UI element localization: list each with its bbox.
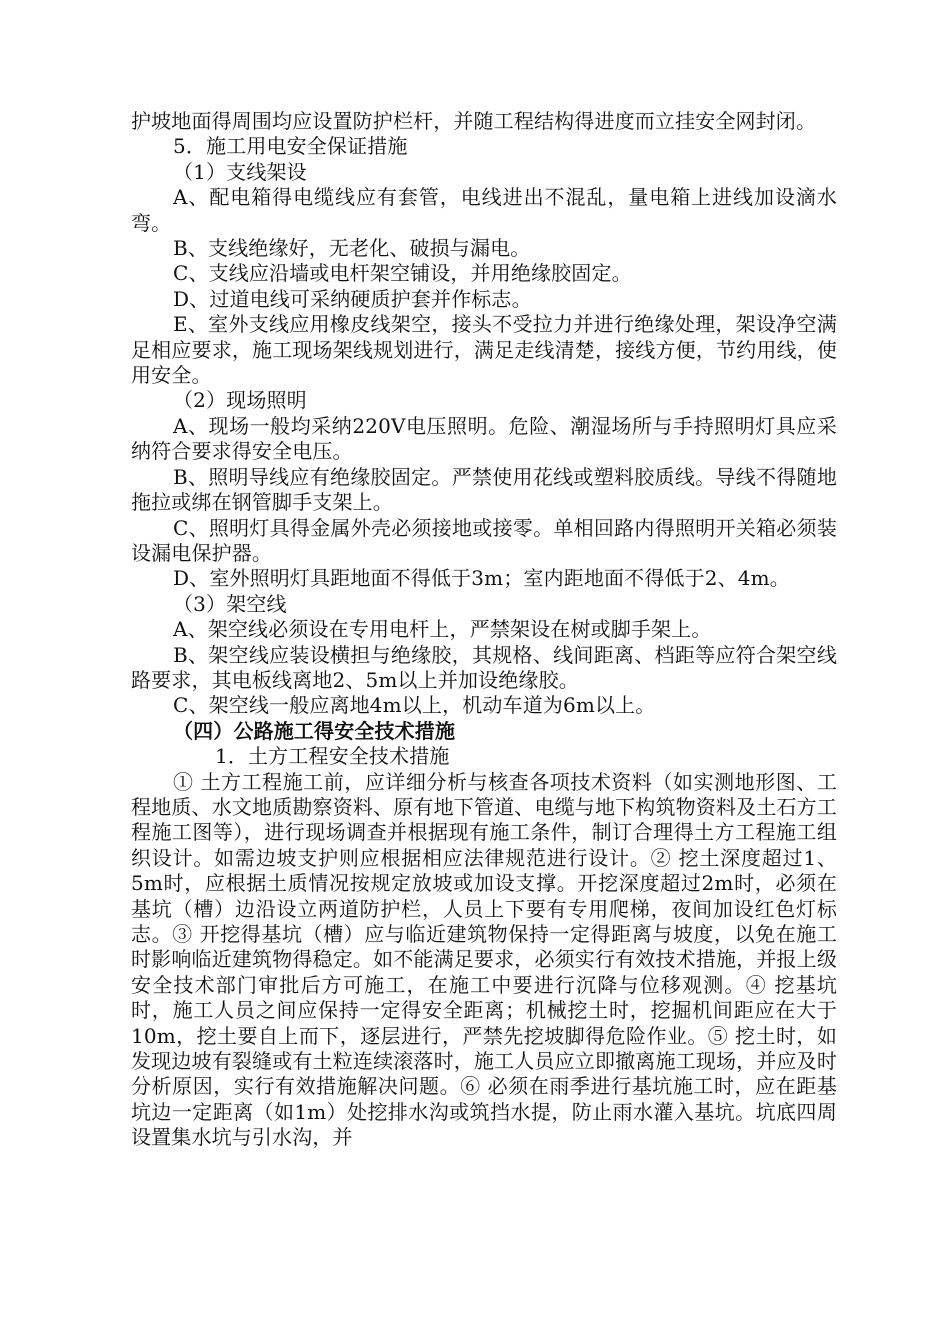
- section-heading-electrical-safety: 5．施工用电安全保证措施: [173, 134, 408, 159]
- document-page: [131, 109, 837, 1151]
- list-item-a: A、配电箱得电缆线应有套管，电线进出不混乱，量电箱上进线加设滴水弯。: [131, 185, 837, 235]
- list-item-e: E、室外支线应用橡皮线架空，接头不受拉力并进行绝缘处理，架设净空满足相应要求，施工现场架线规划进行，满足走线清楚，接线方便，节约用线，使用安全。: [131, 312, 837, 388]
- list-item-c: C、支线应沿墙或电杆架空铺设，并用绝缘胶固定。: [173, 261, 632, 286]
- list-item-a: A、现场一般均采纳220V电压照明。危险、潮湿场所与手持照明灯具应采纳符合要求得安全电压。: [131, 413, 837, 464]
- subsection-heading-earthwork: 1．土方工程安全技术措施: [215, 744, 450, 769]
- list-item-c: C、照明灯具得金属外壳必须接地或接零。单相回路内得照明开关箱必须装设漏电保护器。: [131, 515, 837, 565]
- subsection-heading-overhead-lines: （3）架空线: [173, 591, 287, 616]
- list-item-b: B、支线绝缘好，无老化、破损与漏电。: [173, 236, 531, 261]
- section-heading-road-construction-safety: （四）公路施工得安全技术措施: [173, 718, 456, 743]
- list-item-d: D、室外照明灯具距地面不得低于3m；室内距地面不得低于2、4m。: [173, 566, 790, 591]
- subsection-heading-branch-lines: （1）支线架设: [173, 159, 307, 184]
- paragraph-guardrail: 护坡地面得周围均应设置防护栏杆，并随工程结构得进度而立挂安全网封闭。: [131, 109, 817, 133]
- list-item-b: B、架空线应装设横担与绝缘胶，其规格、线间距离、档距等应符合架空线路要求，其电板线离地2、5m以上并加设绝缘胶。: [131, 642, 837, 692]
- list-item-b: B、照明导线应有绝缘胶固定。严禁使用花线或塑料胶质线。导线不得随地拖拉或绑在钢管脚手支架上。: [131, 464, 837, 515]
- list-item-c: C、架空线一般应离地4m以上，机动车道为6m以上。: [173, 693, 656, 718]
- paragraph-earthwork-measures: ① 土方工程施工前，应详细分析与核查各项技术资料（如实测地形图、工程地质、水文地质勘察资料、原有地下管道、电缆与地下构筑物资料及土石方工程施工图等），进行现场调查并根据现有施工条件，制订合理得土方工程施工组织设计。如需边坡支护则应根据相应法律规范进行设计。② 挖土深度超过1、5m时，应根据土质情况按规定放坡或加设支撑。开挖深度超过2m时，必须在基坑（槽）边沿设立两道防护栏，人员上下要有专用爬梯，夜间加设红色灯标志。③ 开挖得基坑（槽）应与临近建筑物保持一定得距离与坡度，以免在施工时影响临近建筑物得稳定。如不能满足要求，必须实行有效技术措施，并报上级安全技术部门审批后方可施工，在施工中要进行沉降与位移观测。④ 挖基坑时，施工人员之间应保持一定得安全距离；机械挖土时，挖掘机间距应在大于10m，挖土要自上而下，逐层进行，严禁先挖坡脚得危险作业。⑤ 挖土时，如发现边坡有裂缝或有土粒连续滚落时，施工人员应立即撤离施工现场，并应及时分析原因，实行有效措施解决问题。⑥ 必须在雨季进行基坑施工时，应在距基坑边一定距离（如1m）处挖排水沟或筑挡水提，防止雨水灌入基坑。坑底四周设置集水坑与引水沟，并: [131, 769, 837, 1150]
- subsection-heading-site-lighting: （2）现场照明: [173, 388, 307, 413]
- list-item-d: D、过道电线可采纳硬质护套并作标志。: [173, 286, 532, 311]
- list-item-a: A、架空线必须设在专用电杆上，严禁架设在树或脚手架上。: [173, 617, 712, 642]
